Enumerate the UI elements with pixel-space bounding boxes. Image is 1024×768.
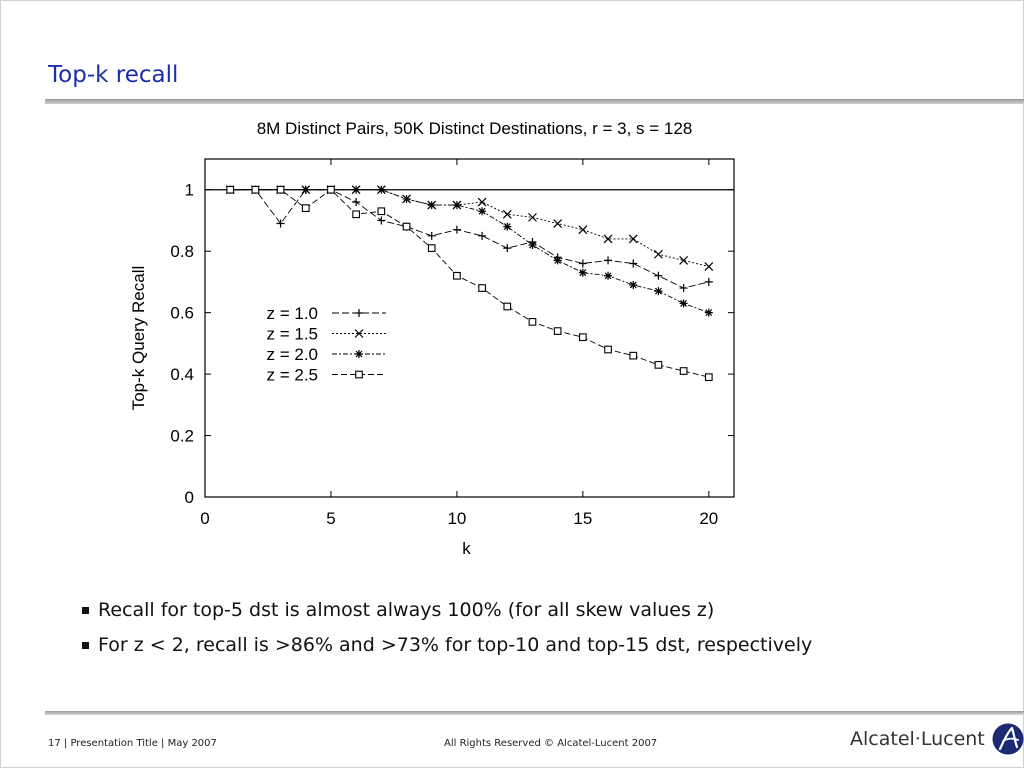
data-point	[654, 250, 662, 258]
y-tick-label: 0.8	[170, 242, 194, 262]
bullet-item	[82, 627, 812, 662]
data-point	[302, 186, 310, 194]
slide-title: Top-k recall	[48, 62, 179, 88]
data-point	[706, 374, 713, 381]
data-point	[680, 256, 688, 264]
legend-label: z = 1.5	[266, 324, 318, 344]
data-point	[580, 334, 587, 341]
data-point	[453, 226, 461, 234]
data-point	[454, 272, 461, 279]
data-point	[478, 232, 486, 240]
data-point	[403, 223, 410, 230]
data-point	[605, 346, 612, 353]
data-point	[579, 269, 587, 277]
footer-slide-info: 17 | Presentation Title | May 2007	[48, 738, 217, 749]
title-divider	[45, 99, 1024, 104]
data-point	[503, 244, 511, 252]
data-point	[478, 207, 486, 215]
x-tick-label: 20	[699, 509, 719, 528]
data-point	[554, 328, 561, 335]
y-tick-label: 0.2	[170, 426, 194, 446]
data-point	[478, 198, 486, 206]
data-point	[705, 263, 713, 271]
legend-marker	[355, 309, 363, 317]
y-tick-label: 1	[184, 180, 194, 200]
data-point	[352, 198, 360, 206]
data-point	[252, 186, 259, 193]
data-point	[629, 281, 637, 289]
y-tick-label: 0.4	[170, 365, 194, 385]
data-point	[629, 259, 637, 267]
data-point	[680, 284, 688, 292]
data-point	[328, 186, 335, 193]
data-point	[554, 220, 562, 228]
legend-label: z = 2.5	[266, 365, 318, 385]
data-point	[277, 220, 285, 228]
bullet-text: For z < 2, recall is >86% and >73% for top-10 and top-15 dst, respectively	[98, 633, 813, 656]
data-point	[705, 278, 713, 286]
x-tick-label: 15	[573, 509, 593, 528]
data-point	[705, 309, 713, 317]
data-point	[353, 211, 360, 218]
bullet-list	[82, 592, 812, 662]
company-logo	[850, 722, 1024, 756]
data-point	[403, 195, 411, 203]
data-point	[680, 368, 687, 375]
footer-copyright: All Rights Reserved © Alcatel-Lucent 2007	[444, 738, 658, 749]
data-point	[428, 201, 436, 209]
series-1	[226, 186, 713, 292]
data-point	[654, 272, 662, 280]
x-tick-label: 5	[326, 509, 336, 528]
data-point	[604, 256, 612, 264]
y-tick-label: 0	[184, 488, 194, 507]
series-3	[226, 186, 713, 317]
data-point	[554, 256, 562, 264]
recall-chart	[110, 108, 750, 563]
data-point	[377, 186, 385, 194]
data-point	[352, 186, 360, 194]
legend-marker	[355, 350, 363, 358]
data-point	[579, 226, 587, 234]
data-point	[655, 362, 662, 369]
data-point	[277, 186, 284, 193]
data-point	[504, 303, 511, 310]
legend-label: z = 2.0	[266, 345, 318, 364]
data-point	[579, 259, 587, 267]
data-point	[479, 285, 486, 292]
bullet-square-icon	[82, 642, 89, 649]
series-2	[226, 186, 713, 271]
bullet-text: Recall for top-5 dst is almost always 100% (for all skew values z)	[98, 598, 715, 621]
data-point	[528, 241, 536, 249]
chart-title: 8M Distinct Pairs, 50K Distinct Destinations, r = 3, s = 128	[256, 119, 693, 138]
data-point	[302, 205, 309, 212]
data-point	[227, 186, 234, 193]
logo-icon	[991, 722, 1024, 756]
data-point	[428, 232, 436, 240]
legend-marker	[356, 371, 363, 378]
legend-label: z = 1.0	[266, 304, 318, 323]
data-point	[503, 223, 511, 231]
data-point	[654, 287, 662, 295]
data-point	[377, 216, 385, 224]
y-axis-label: Top-k Query Recall	[129, 265, 148, 411]
x-axis-label: k	[462, 539, 471, 558]
data-point	[630, 352, 637, 359]
data-point	[378, 208, 385, 215]
data-point	[453, 201, 461, 209]
logo-text: Alcatel·Lucent	[850, 728, 985, 750]
series-line	[230, 190, 709, 267]
data-point	[529, 319, 536, 326]
y-tick-label: 0.6	[170, 303, 194, 323]
footer-divider	[45, 711, 1024, 715]
data-point	[428, 245, 435, 252]
data-point	[680, 299, 688, 307]
bullet-item	[82, 592, 812, 627]
data-point	[604, 272, 612, 280]
bullet-square-icon	[82, 607, 89, 614]
x-tick-label: 10	[447, 509, 467, 528]
x-tick-label: 0	[200, 509, 210, 528]
